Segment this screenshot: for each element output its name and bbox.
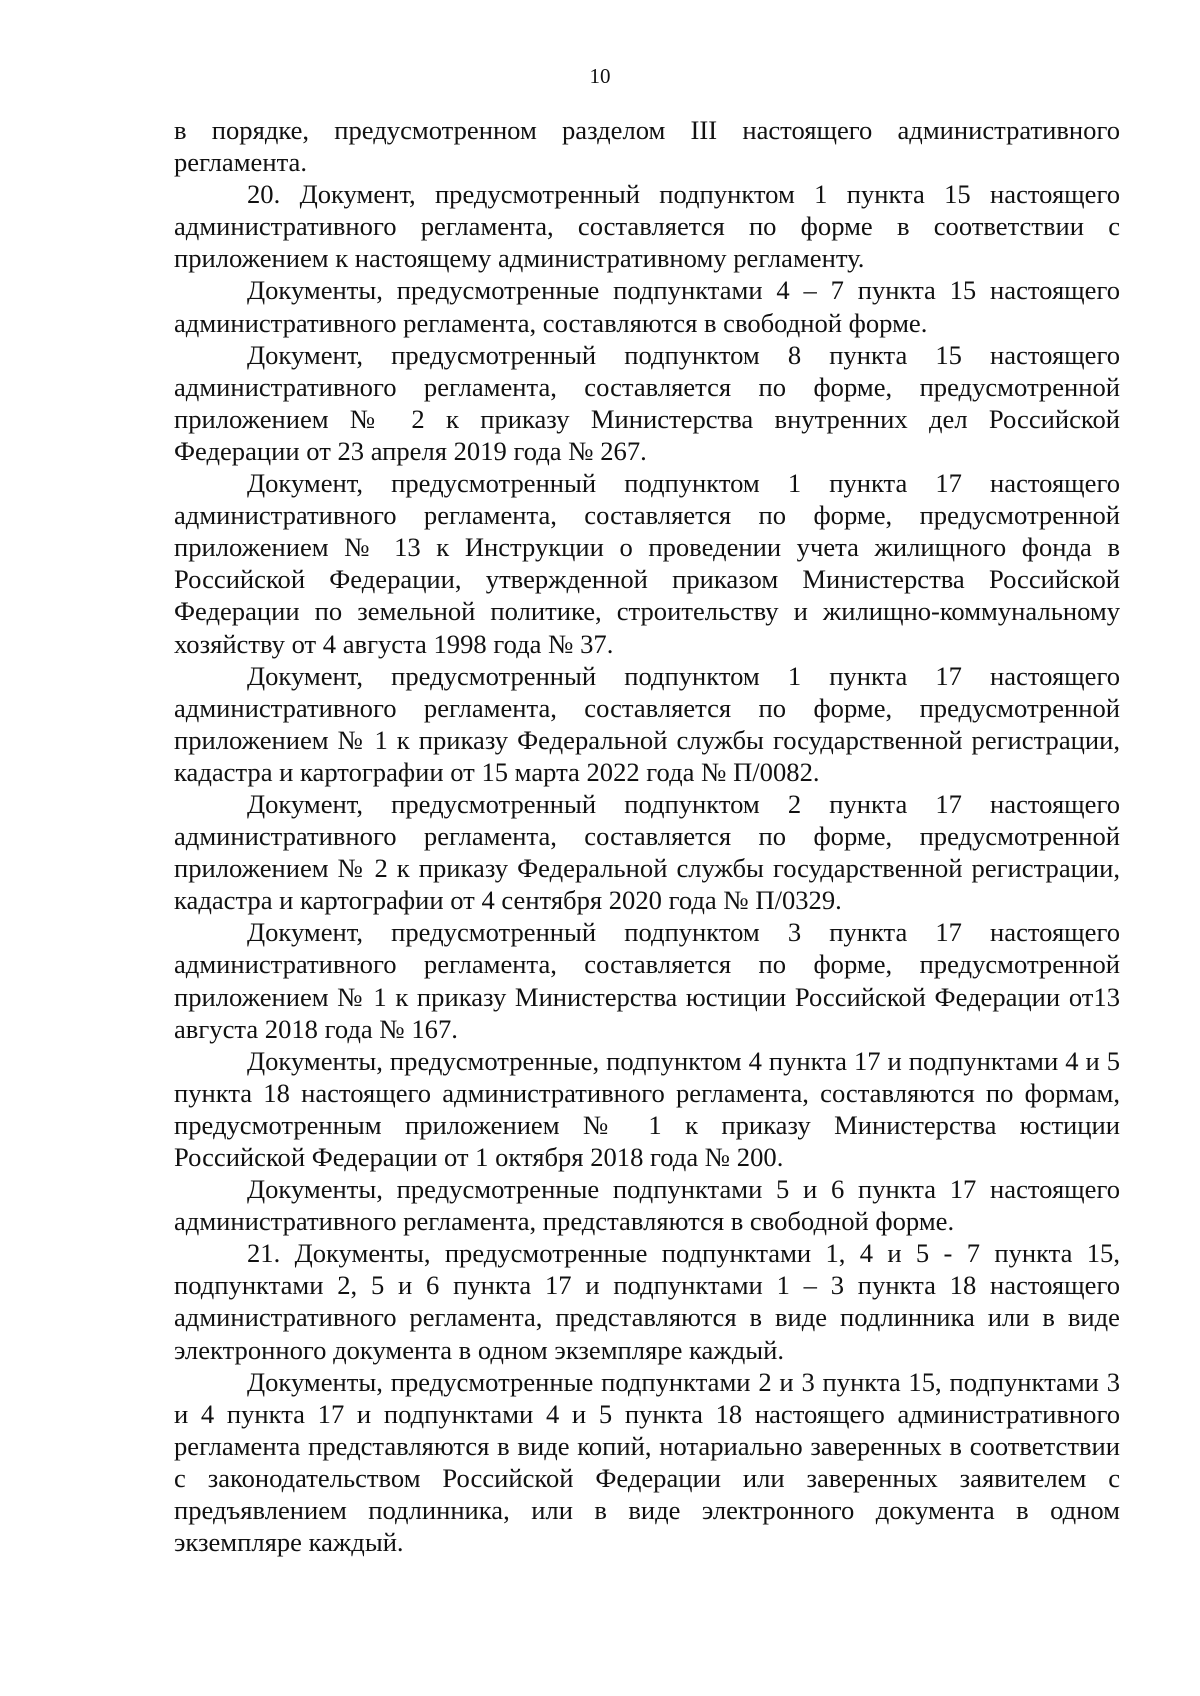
paragraph-item-21: 21. Документы, предусмотренные подпунктами 1, 4 и 5 - 7 пункта 15, подпунктами 2, 5 и 6 пункта 17 и подпунктами 1 – 3 пункта 18 настоящего административного регламента, представляются в виде подлинника или в виде электронного документа в одном экземпляре каждый. xyxy=(174,1238,1120,1365)
paragraph-continuation: в порядке, предусмотренном разделом III настоящего административного регламента. xyxy=(174,115,1120,178)
paragraph: Документ, предусмотренный подпунктом 8 пункта 15 настоящего административного регламента, составляется по форме, предусмотренной приложением № 2 к приказу Министерства внутренних дел Российской Федерации от 23 апреля 2019 года № 267. xyxy=(174,339,1120,466)
paragraph-item-20: 20. Документ, предусмотренный подпунктом 1 пункта 15 настоящего административного регламента, составляется по форме в соответствии с приложением к настоящему административному регламенту. xyxy=(174,179,1120,274)
paragraph: Документ, предусмотренный подпунктом 2 пункта 17 настоящего административного регламента, составляется по форме, предусмотренной приложением № 2 к приказу Федеральной службы государственной регистрации, кадастра и картографии от 4 сентября 2020 года № П/0329. xyxy=(174,788,1120,916)
paragraph: Документ, предусмотренный подпунктом 1 пункта 17 настоящего административного регламента, составляется по форме, предусмотренной приложением № 13 к Инструкции о проведении учета жилищного фонда в Российской Федерации, утвержденной приказом Министерства Российской Федерации по земельной политике, строительству и жилищно-коммунальному хозяйству от 4 августа 1998 года № 37. xyxy=(174,468,1120,659)
paragraph: Документ, предусмотренный подпунктом 1 пункта 17 настоящего административного регламента, составляется по форме, предусмотренной приложением № 1 к приказу Федеральной службы государственной регистрации, кадастра и картографии от 15 марта 2022 года № П/0082. xyxy=(174,660,1120,787)
paragraph: Документы, предусмотренные подпунктами 4 – 7 пункта 15 настоящего административного регламента, составляются в свободной форме. xyxy=(174,275,1120,338)
paragraph: Документы, предусмотренные подпунктами 2 и 3 пункта 15, подпунктами 3 и 4 пункта 17 и подпунктами 4 и 5 пункта 18 настоящего административного регламента представляются в виде копий, нотариально заверенных в соответствии с законодательством Российской Федерации или заверенных заявителем с предъявлением подлинника, или в виде электронного документа в одном экземпляре каждый. xyxy=(174,1366,1120,1558)
document-body xyxy=(174,114,1120,1558)
paragraph: Документ, предусмотренный подпунктом 3 пункта 17 настоящего административного регламента, составляется по форме, предусмотренной приложением № 1 к приказу Министерства юстиции Российской Федерации от13 августа 2018 года № 167. xyxy=(174,917,1120,1044)
page-number: 10 xyxy=(589,64,611,88)
paragraph: Документы, предусмотренные подпунктами 5 и 6 пункта 17 настоящего административного регламента, представляются в свободной форме. xyxy=(174,1174,1120,1237)
paragraph: Документы, предусмотренные, подпунктом 4 пункта 17 и подпунктами 4 и 5 пункта 18 настоящего административного регламента, составляются по формам, предусмотренным приложением № 1 к приказу Министерства юстиции Российской Федерации от 1 октября 2018 года № 200. xyxy=(174,1045,1120,1172)
